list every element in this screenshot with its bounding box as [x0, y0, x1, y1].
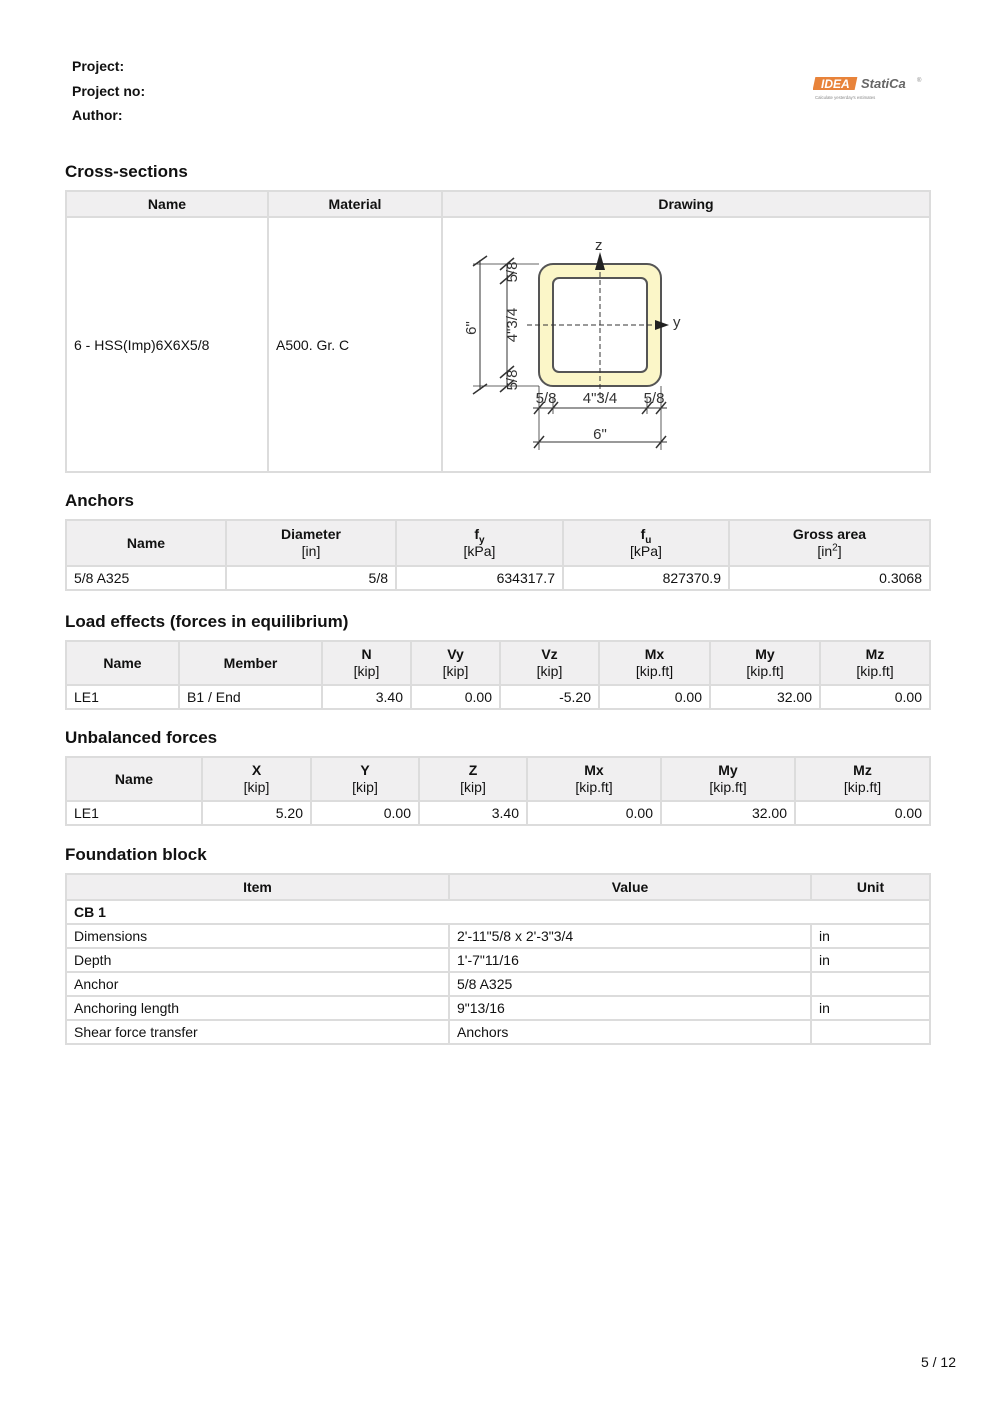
- fb-unit: [811, 1020, 930, 1044]
- uf-mz: 0.00: [795, 801, 930, 825]
- col-name: Name: [66, 520, 226, 566]
- foundation-block-table: [65, 873, 931, 1045]
- col-name: Name: [66, 191, 268, 217]
- axis-y-label: y: [673, 314, 681, 331]
- anchor-name: 5/8 A325: [66, 566, 226, 590]
- author-label: Author:: [72, 107, 123, 123]
- col-mx: Mx [kip.ft]: [527, 757, 661, 801]
- logo-registered: ®: [917, 78, 922, 84]
- dim-inner-h: 4"3/4: [582, 390, 618, 407]
- col-item: Item: [66, 874, 449, 900]
- fb-unit: in: [811, 996, 930, 1020]
- fb-item: Depth: [66, 948, 449, 972]
- col-mz: Mz [kip.ft]: [820, 641, 930, 685]
- fb-value: 2'-11"5/8 x 2'-3"3/4: [449, 924, 811, 948]
- table-row: [66, 924, 930, 948]
- col-vy: Vy [kip]: [411, 641, 500, 685]
- table-row: [66, 566, 930, 590]
- table-row: [66, 217, 930, 472]
- logo-brand-box: [813, 77, 857, 91]
- section-name: 6 - HSS(Imp)6X6X5/8: [66, 217, 268, 472]
- col-drawing: Drawing: [442, 191, 930, 217]
- group-label: CB 1: [66, 900, 930, 924]
- fb-item: Shear force transfer: [66, 1020, 449, 1044]
- le-mx: 0.00: [599, 685, 710, 709]
- fb-item: Dimensions: [66, 924, 449, 948]
- dim-wall-right: 5/8: [643, 390, 665, 407]
- project-meta: [72, 54, 145, 128]
- col-x: X [kip]: [202, 757, 311, 801]
- fb-item: Anchoring length: [66, 996, 449, 1020]
- group-row: [66, 900, 930, 924]
- col-my: My [kip.ft]: [661, 757, 795, 801]
- col-y: Y [kip]: [311, 757, 419, 801]
- load-effects-title: Load effects (forces in equilibrium): [65, 612, 349, 631]
- table-row: [66, 685, 930, 709]
- page-number: 5 / 12: [920, 1354, 956, 1370]
- uf-z: 3.40: [419, 801, 527, 825]
- fb-value: Anchors: [449, 1020, 811, 1044]
- col-mx: Mx [kip.ft]: [599, 641, 710, 685]
- col-name: Name: [66, 757, 202, 801]
- idea-statica-logo: [813, 74, 925, 104]
- logo-product: StatiCa: [861, 76, 906, 91]
- anchor-fu: 827370.9: [563, 566, 729, 590]
- uf-mx: 0.00: [527, 801, 661, 825]
- logo-tagline: Calculate yesterday's estimates: [815, 95, 876, 100]
- col-my: My [kip.ft]: [710, 641, 820, 685]
- fb-unit: [811, 972, 930, 996]
- col-vz: Vz [kip]: [500, 641, 599, 685]
- col-z: Z [kip]: [419, 757, 527, 801]
- table-row: [66, 948, 930, 972]
- load-effects-table: [65, 640, 931, 710]
- anchors-table: [65, 519, 931, 591]
- axis-z-arrow: [595, 252, 605, 270]
- le-vy: 0.00: [411, 685, 500, 709]
- anchor-diameter: 5/8: [226, 566, 396, 590]
- le-mz: 0.00: [820, 685, 930, 709]
- dim-inner-v: 4"3/4: [504, 307, 521, 343]
- table-row: [66, 972, 930, 996]
- project-label: Project:: [72, 58, 125, 74]
- col-name: Name: [66, 641, 179, 685]
- section-drawing: [443, 218, 929, 471]
- dim-total-h: 6": [593, 426, 607, 443]
- foundation-block-title: Foundation block: [65, 845, 207, 864]
- col-member: Member: [179, 641, 322, 685]
- dim-wall-bottom: 5/8: [504, 369, 521, 391]
- unbalanced-forces-table: [65, 756, 931, 826]
- table-row: [66, 801, 930, 825]
- col-fy: $f_y$ [kPa]: [396, 520, 563, 566]
- unbalanced-forces-title: Unbalanced forces: [65, 728, 218, 747]
- uf-name: LE1: [66, 801, 202, 825]
- le-name: LE1: [66, 685, 179, 709]
- section-material: A500. Gr. C: [268, 217, 442, 472]
- le-my: 32.00: [710, 685, 820, 709]
- anchor-gross-area: 0.3068: [729, 566, 930, 590]
- le-vz: -5.20: [500, 685, 599, 709]
- dim-total-v: 6": [463, 321, 480, 335]
- dim-wall-top: 5/8: [504, 261, 521, 283]
- table-row: [66, 996, 930, 1020]
- col-fu: $f_u$ [kPa]: [563, 520, 729, 566]
- uf-x: 5.20: [202, 801, 311, 825]
- logo-brand: IDEA: [821, 77, 850, 91]
- uf-my: 32.00: [661, 801, 795, 825]
- col-value: Value: [449, 874, 811, 900]
- axis-z-label: z: [595, 237, 603, 254]
- anchors-title: Anchors: [65, 491, 134, 510]
- col-material: Material: [268, 191, 442, 217]
- fb-value: 1'-7"11/16: [449, 948, 811, 972]
- anchor-fy: 634317.7: [396, 566, 563, 590]
- col-n: N [kip]: [322, 641, 411, 685]
- dim-wall-left: 5/8: [535, 390, 557, 407]
- fb-item: Anchor: [66, 972, 449, 996]
- fb-value: 9"13/16: [449, 996, 811, 1020]
- cross-sections-title: Cross-sections: [65, 162, 188, 181]
- col-gross-area: Gross area $[in^2]$: [729, 520, 930, 566]
- fb-unit: in: [811, 948, 930, 972]
- table-row: [66, 1020, 930, 1044]
- col-mz: Mz [kip.ft]: [795, 757, 930, 801]
- section-drawing-cell: [442, 217, 930, 472]
- col-unit: Unit: [811, 874, 930, 900]
- project-no-label: Project no:: [72, 82, 146, 99]
- fb-value: 5/8 A325: [449, 972, 811, 996]
- cross-sections-table: [65, 190, 931, 473]
- le-member: B1 / End: [179, 685, 322, 709]
- le-n: 3.40: [322, 685, 411, 709]
- uf-y: 0.00: [311, 801, 419, 825]
- col-diameter: Diameter [in]: [226, 520, 396, 566]
- fb-unit: in: [811, 924, 930, 948]
